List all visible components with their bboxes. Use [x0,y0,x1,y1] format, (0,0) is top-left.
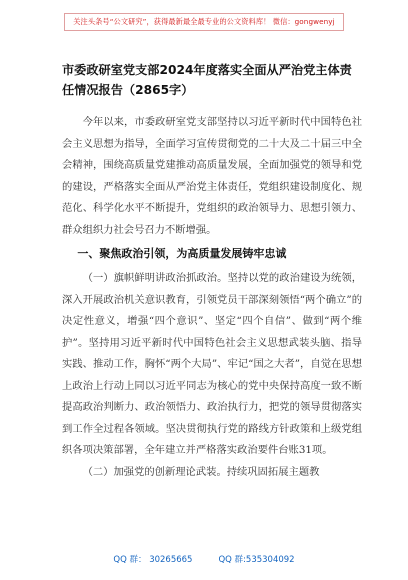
document-title: 市委政研室党支部2024年度落实全面从严治党主体责任情况报告（2865字） [62,63,352,97]
section-heading: 一、聚焦政治引领，为高质量发展铸牢忠诚 [77,247,287,260]
section-paragraph-1: （一）旗帜鲜明讲政治抓政治。坚持以党的政治建设为统领，深入开展政治机关意识教育，引领党员干部深刻领悟“两个确立”的决定性意义，增强“四个意识”、坚定“四个自信”、做到“两个维护”。坚持用习近平新时代中国特色社会主义思想武装头脑、指导实践、推动工作，胸怀“两个大局”、牢记“国之大者”，自觉在思想上政治上行动上同以习近平同志为核心的党中央保持高度一致不断提高政治判断力、政治领悟力、政治执行力，把党的领导贯彻落实到工作全过程各领域。坚决贯彻执行党的路线方针政策和上级党组织各项决策部署，全年建立并严格落实政治要件台账31项。 [62,272,362,456]
section-paragraph-2: （二）加强党的创新理论武装。持续巩固拓展主题教 [82,465,320,478]
footer-contacts [0,553,408,565]
header-banner [0,0,408,44]
promo-banner-text: 关注头条号“公文研究”，获得最新最全最专业的公文资料库！ 微信：gongwenyj [64,13,343,31]
intro-paragraph: 今年以来，市委政研室党支部坚持以习近平新时代中国特色社会主义思想为指导，全面学习宣传贯彻党的二十大及二十届三中全会精神，围绕高质量党建推动高质量发展，全面加强党的领导和党的建设，严格落实全面从严治党主体责任，党组织建设制度化、规范化、科学化水平不断提升，党组织的政治领导力、思想引领力、群众组织力社会号召力不断增强。 [62,116,362,236]
qq-group-2: QQ 群:535304092 [218,555,295,565]
qq-group-1: QQ 群： 30265665 [113,555,193,565]
document-body [62,60,362,483]
